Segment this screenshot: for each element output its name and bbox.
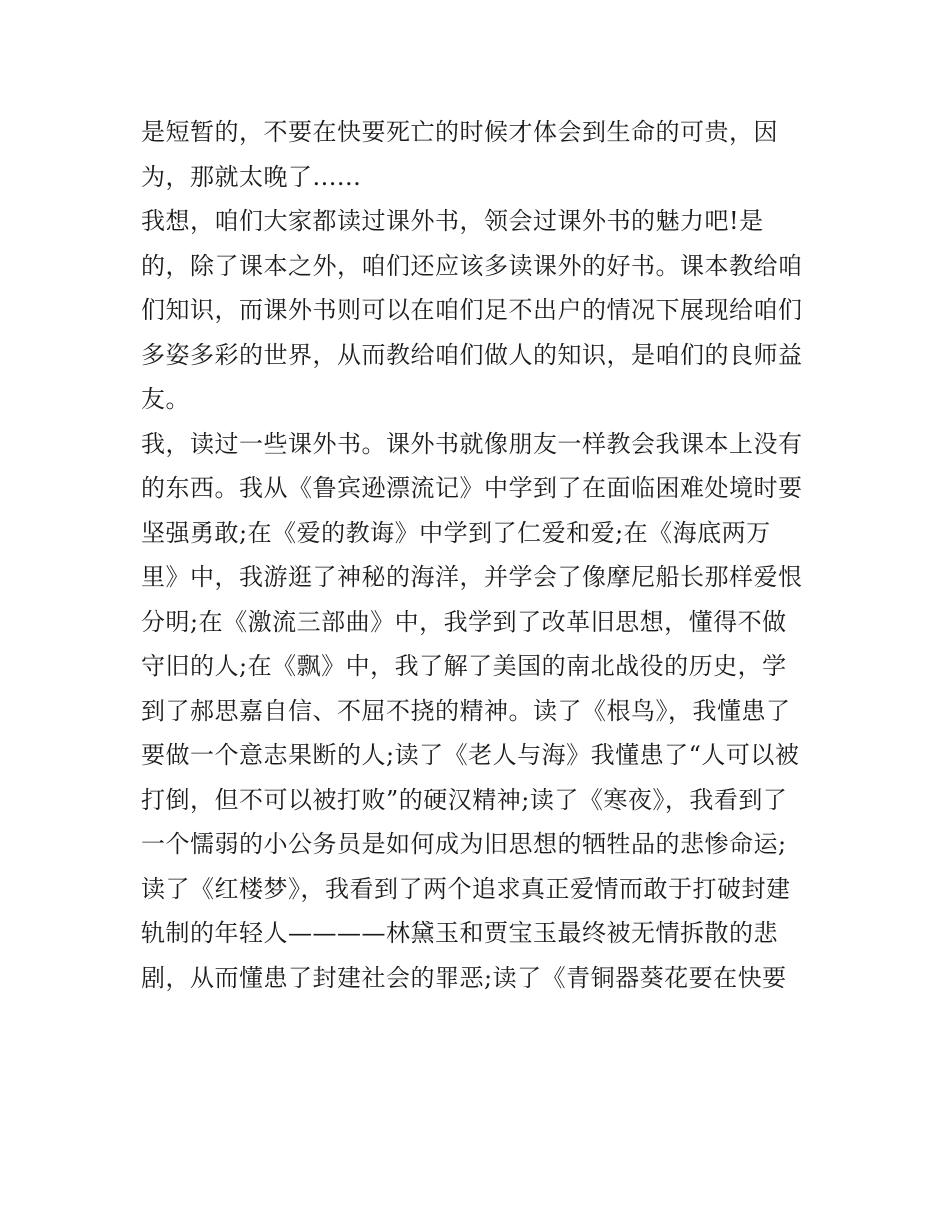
text-line: 里》中，我游逛了神秘的海洋，并学会了像摩尼船长那样爱恨: [141, 563, 803, 591]
text-line: 要做一个意志果断的人;读了《老人与海》我懂患了“人可以被: [141, 741, 800, 769]
text-line: 是短暂的，不要在快要死亡的时候才体会到生命的可贵，因: [141, 118, 778, 146]
text-line: 为，那就太晚了......: [141, 162, 362, 191]
text-line: 剧，从而懂患了封建社会的罪恶;读了《青铜器葵花要在快要: [141, 963, 787, 992]
text-line: 轨制的年轻人————林黛玉和贾宝玉最终被无情拆散的悲: [141, 919, 778, 947]
text-line: 们知识，而课外书则可以在咱们足不出户的情况下展现给咱们: [141, 296, 803, 324]
text-line: 友。: [141, 385, 190, 413]
text-line: 到了郝思嘉自信、不屈不挠的精神。读了《根鸟》，我懂患了: [141, 696, 791, 725]
text-line: 打倒，但不可以被打败”的硬汉精神;读了《寒夜》，我看到了: [141, 785, 788, 814]
text-line: 一个懦弱的小公务员是如何成为旧思想的牺牲品的悲惨命运;: [141, 830, 787, 858]
text-line: 的，除了课本之外，咱们还应该多读课外的好书。课本教给咱: [141, 251, 803, 280]
text-line: 坚强勇敢;在《爱的教诲》中学到了仁爱和爱;在《海底两万: [141, 518, 771, 547]
text-line: 我，读过一些课外书。课外书就像朋友一样教会我课本上没有: [141, 429, 803, 458]
text-line: 守旧的人;在《飘》中，我了解了美国的南北战役的历史，学: [141, 652, 787, 680]
text-line: 多姿多彩的世界，从而教给咱们做人的知识，是咱们的良师益: [141, 340, 803, 369]
body-text: [141, 110, 831, 1000]
text-line: 读了《红楼梦》，我看到了两个追求真正爱情而敢于打破封建: [141, 874, 791, 903]
text-line: 分明;在《激流三部曲》中，我学到了改革旧思想，懂得不做: [141, 607, 787, 636]
text-line: 的东西。我从《鲁宾逊漂流记》中学到了在面临困难处境时要: [141, 474, 803, 502]
text-line: 我想，咱们大家都读过课外书，领会过课外书的魅力吧!是: [141, 207, 764, 235]
